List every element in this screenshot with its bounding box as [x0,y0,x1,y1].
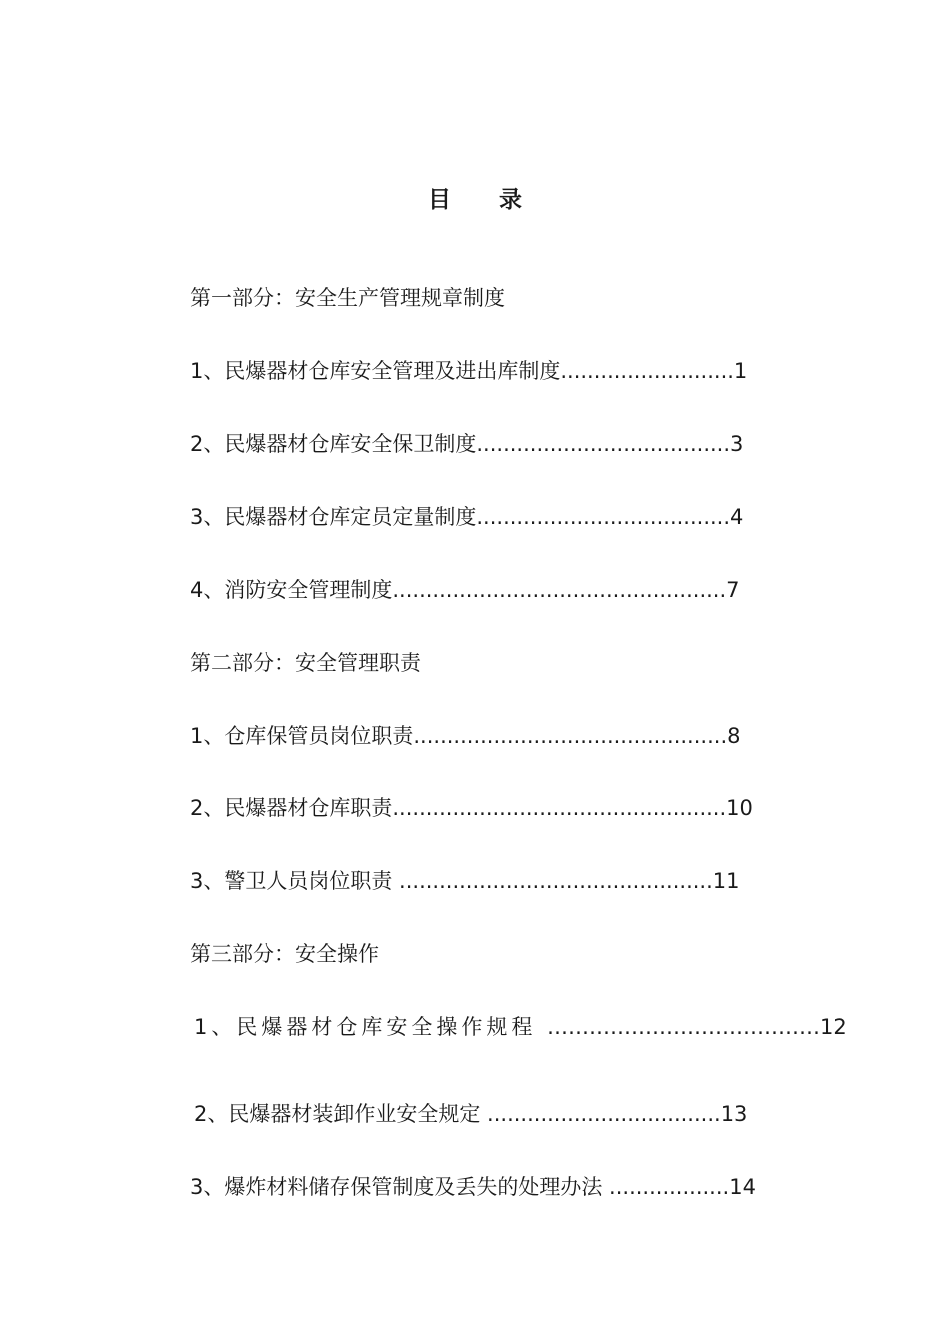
toc-page-number: 7 [726,578,740,602]
toc-entry[interactable] [190,1172,756,1202]
toc-leader-dots: .................................................. [392,796,727,820]
toc-leader-dots: ………………………………… [547,1015,821,1039]
toc-entry[interactable] [194,1099,747,1129]
toc-entry-text: 3、爆炸材料储存保管制度及丢失的处理办法 [190,1175,610,1199]
toc-entry-text: 3、警卫人员岗位职责 [190,869,400,893]
toc-entry[interactable] [190,429,743,459]
toc-page-number: 1 [733,359,748,383]
toc-leader-dots: ............................................... [413,724,728,748]
toc-entry-text: 1、民爆器材仓库安全管理及进出库制度 [190,359,561,383]
toc-page-number: 10 [726,796,753,820]
toc-leader-dots: ...................................... [476,432,731,456]
toc-leader-dots: .......................... [560,359,734,383]
section-heading: 第一部分：安全生产管理规章制度 [190,286,505,310]
toc-entry-text: 2、民爆器材装卸作业安全规定 [194,1102,488,1126]
toc-entry[interactable] [190,721,741,751]
toc-page-number: 13 [720,1102,748,1126]
toc-entry[interactable] [190,575,740,605]
toc-entry[interactable] [190,793,753,823]
toc-leader-dots: ................................... [487,1102,721,1126]
toc-entry[interactable] [194,1012,847,1042]
toc-entry-text: 3、民爆器材仓库定员定量制度 [190,505,477,529]
toc-leader-dots: ............................................... [399,869,713,893]
section-heading: 第二部分：安全管理职责 [190,651,421,675]
toc-page-number: 8 [727,724,741,748]
toc-entry-text: 2、民爆器材仓库职责 [190,796,393,820]
toc-leader-dots: .................................................. [392,578,727,602]
toc-title: 目 录 [427,187,542,213]
toc-entry-text: 4、消防安全管理制度 [190,578,393,602]
toc-entry-text: 1、民爆器材仓库安全操作规程 [194,1015,548,1039]
toc-page-number: 4 [730,505,744,529]
toc-page-number: 3 [730,432,744,456]
toc-page-number: 12 [820,1015,847,1039]
toc-entry[interactable] [190,866,740,896]
toc-entry-text: 1、仓库保管员岗位职责 [190,724,414,748]
toc-page-number: 14 [729,1175,756,1199]
toc-page-number: 11 [712,869,740,893]
toc-entry[interactable] [190,502,743,532]
toc-leader-dots: ...................................... [476,505,731,529]
toc-leader-dots: .................. [609,1175,730,1199]
section-heading: 第三部分：安全操作 [190,942,379,966]
toc-entry[interactable] [190,356,747,386]
toc-entry-text: 2、民爆器材仓库安全保卫制度 [190,432,477,456]
